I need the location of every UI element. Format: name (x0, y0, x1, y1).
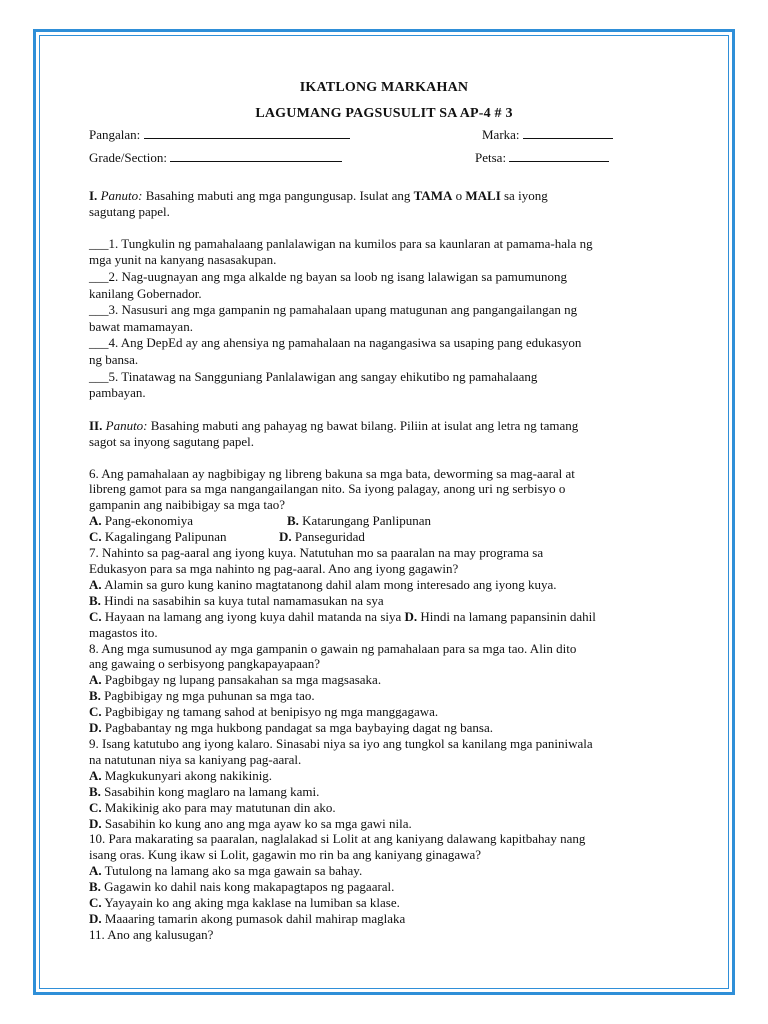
name-label: Pangalan: (89, 127, 141, 142)
part1-instruction: I. Panuto: Basahing mabuti ang mga pangungusap. Isulat ang TAMA o MALI sa iyong (89, 188, 548, 203)
q10-option-c: C. Yayayain ko ang aking mga kaklase na lumiban sa klase. (89, 895, 400, 911)
question-10: 10. Para makarating sa paaralan, naglalakad si Lolit at ang kaniyang dalawang kapitbahay nang (89, 831, 586, 847)
tf-item: ___3. Nasusuri ang mga gampanin ng pamahalaan upang matugunan ang pangangailangan ng (89, 302, 578, 318)
q8-option-b: B. Pagbibigay ng mga puhunan sa mga tao. (89, 688, 315, 704)
section-blank (170, 150, 342, 162)
question-7: 7. Nahinto sa pag-aaral ang iyong kuya. Natutuhan mo sa paaralan na may programa sa (89, 545, 544, 561)
score-label: Marka: (482, 127, 520, 142)
question-8: 8. Ang mga sumusunod ay mga gampanin o gawain ng pamahalaan para sa mga tao. Alin dito (89, 640, 577, 656)
q10-option-a: A. Tutulong na lamang ako sa mga gawain sa bahay. (89, 863, 363, 879)
q7-option-d-cont: magastos ito. (89, 624, 158, 640)
tf-item-cont: bawat mamamayan. (89, 318, 193, 334)
exam-body (89, 188, 689, 943)
date-label: Petsa: (475, 150, 507, 165)
q9-option-d: D. Sasabihin ko kung ano ang mga ayaw ko sa mga gawi nila. (89, 815, 412, 831)
q7-option-cd: C. Hayaan na lamang ang iyong kuya dahil matanda na siya D. Hindi na lamang papansinin dahil (89, 608, 596, 624)
q8-option-a: A. Pagbibgay ng lupang pansakahan sa mga magsasaka. (89, 672, 382, 688)
true-false-list (89, 236, 689, 402)
tf-item: ___4. Ang DepEd ay ang ahensiya ng pamahalaan na nagangasiwa sa usaping pang edukasyon (89, 335, 582, 351)
q9-option-a: A. Magkukunyari akong nakikinig. (89, 767, 273, 783)
score-field (482, 127, 613, 143)
q6-options-ab: A. Pang-ekonomiya B. Katarungang Panlipunan (89, 513, 432, 529)
name-field (89, 127, 350, 143)
tf-item-cont: pambayan. (89, 385, 146, 401)
date-field (475, 150, 609, 166)
q7-option-a: A. Alamin sa guro kung kanino magtatanong dahil alam mong interesado ang iyong kuya. (89, 576, 557, 592)
date-blank (509, 150, 609, 162)
tf-item-cont: mga yunit na kanyang nasasakupan. (89, 252, 277, 268)
part2-instruction-cont: sagot sa inyong sagutang papel. (89, 433, 254, 449)
question-9-cont: na natutunan niya sa kaniyang pag-aaral. (89, 751, 302, 767)
tf-item-cont: kanilang Gobernador. (89, 285, 202, 301)
question-8-cont: ang gawaing o serbisyong pangkapayapaan? (89, 656, 321, 672)
question-6: 6. Ang pamahalaan ay nagbibigay ng libreng bakuna sa mga bata, deworming sa mag-aaral at (89, 465, 575, 481)
tf-item-cont: ng bansa. (89, 351, 139, 367)
question-6-cont: gampanin ang naibibigay sa mga tao? (89, 497, 286, 513)
question-7-cont: Edukasyon para sa mga nahinto ng pag-aaral. Ano ang iyong gagawin? (89, 561, 459, 576)
score-blank (523, 127, 613, 139)
question-11: 11. Ano ang kalusugan? (89, 926, 214, 942)
q8-option-c: C. Pagbibigay ng tamang sahod at benipisyo ng mga manggagawa. (89, 704, 439, 720)
question-9: 9. Isang katutubo ang iyong kalaro. Sinasabi niya sa iyo ang tungkol sa kanilang mga paniniwala (89, 735, 593, 751)
q8-option-d: D. Pagbabantay ng mga hukbong pandagat sa mga baybaying dagat ng bansa. (89, 720, 493, 736)
q10-option-d: D. Maaaring tamarin akong pumasok dahil mahirap maglaka (89, 910, 406, 926)
section-field (89, 150, 342, 166)
q6-options-cd: C. Kagalingang Palipunan D. Panseguridad (89, 529, 365, 545)
q10-option-b: B. Gagawin ko dahil nais kong makapagtapos ng pagaaral. (89, 879, 395, 895)
exam-title: IKATLONG MARKAHAN (299, 80, 469, 95)
q9-option-b: B. Sasabihin kong maglaro na lamang kami. (89, 783, 320, 799)
tf-item: ___2. Nag-uugnayan ang mga alkalde ng bayan sa loob ng isang lalawigan sa pamumunong (89, 269, 567, 284)
name-blank (144, 127, 350, 139)
question-6-cont: libreng gamot para sa mga nangangailangan nito. Sa iyong palagay, anong uri ng serbisyo o (89, 481, 566, 497)
q7-option-b: B. Hindi na sasabihin sa kuya tutal namamasukan na sya (89, 592, 384, 608)
part1-instruction-cont: sagutang papel. (89, 203, 170, 219)
question-10-cont: isang oras. Kung ikaw si Lolit, gagawin mo rin ba ang kaniyang ginagawa? (89, 847, 482, 863)
q9-option-c: C. Makikinig ako para may matutunan din ako. (89, 799, 336, 815)
tf-item: ___5. Tinatawag na Sangguniang Panlalawigan ang sangay ehikutibo ng pamahalaang (89, 368, 538, 384)
section-label: Grade/Section: (89, 150, 167, 165)
part2-instruction: II. Panuto: Basahing mabuti ang pahayag ng bawat bilang. Piliin at isulat ang letra ng tamang (89, 417, 579, 433)
tf-item: ___1. Tungkulin ng pamahalaang panlalawigan na kumilos para sa kaunlaran at pamama-hala ng (89, 235, 593, 251)
exam-subtitle: LAGUMANG PAGSUSULIT SA AP-4 # 3 (255, 106, 513, 121)
